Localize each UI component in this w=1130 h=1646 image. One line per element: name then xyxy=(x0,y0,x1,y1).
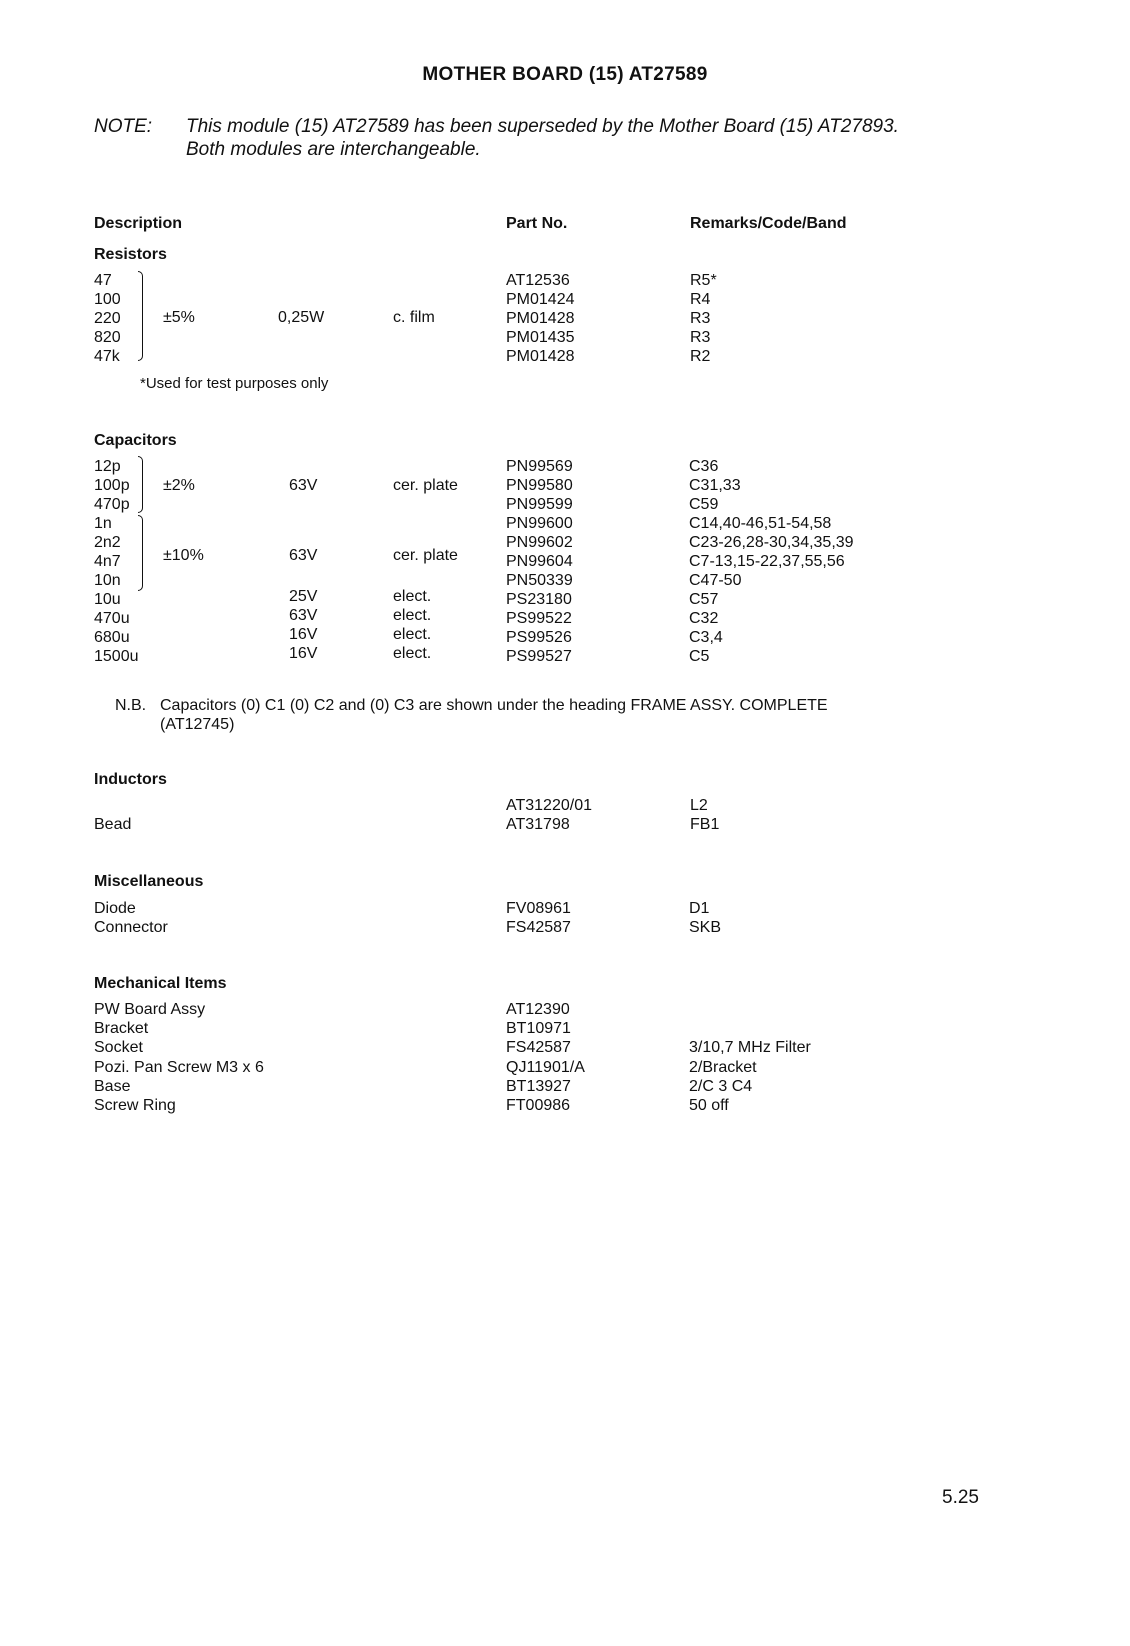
capacitor-value: 100p xyxy=(94,477,130,494)
capacitor-remark: C3,4 xyxy=(689,629,723,646)
resistor-remark: R3 xyxy=(690,310,711,327)
misc-desc: Diode xyxy=(94,900,136,917)
resistor-footnote: *Used for test purposes only xyxy=(140,375,329,392)
capacitor-value: 680u xyxy=(94,629,130,646)
misc-remark: SKB xyxy=(689,919,722,936)
capacitor-type: elect. xyxy=(393,645,432,662)
capacitor-remark: C31,33 xyxy=(689,477,741,494)
misc-remark: D1 xyxy=(689,900,710,917)
capacitor-value: 470p xyxy=(94,496,130,513)
inductor-desc: Bead xyxy=(94,816,132,833)
cap-group2-voltage: 63V xyxy=(289,547,318,564)
capacitors-heading: Capacitors xyxy=(94,432,177,449)
capacitor-part-no: PS23180 xyxy=(506,591,572,608)
misc-desc: Connector xyxy=(94,919,168,936)
resistor-remark: R2 xyxy=(690,348,711,365)
resistor-tolerance: ±5% xyxy=(163,309,195,326)
resistor-part-no: PM01428 xyxy=(506,348,575,365)
capacitor-part-no: PS99522 xyxy=(506,610,572,627)
capacitor-value: 10u xyxy=(94,591,121,608)
mechanical-desc: PW Board Assy xyxy=(94,1001,206,1018)
mechanical-part-no: AT12390 xyxy=(506,1001,570,1018)
inductor-remark: FB1 xyxy=(690,816,720,833)
capacitor-part-no: PN99604 xyxy=(506,553,573,570)
capacitor-remark: C57 xyxy=(689,591,719,608)
capacitor-value: 1n xyxy=(94,515,112,532)
cap-group1-voltage: 63V xyxy=(289,477,318,494)
mechanical-desc: Pozi. Pan Screw M3 x 6 xyxy=(94,1058,264,1076)
resistors-heading: Resistors xyxy=(94,246,167,263)
nb-line-2: (AT12745) xyxy=(160,716,235,733)
capacitor-brace-1 xyxy=(138,456,143,513)
mechanical-heading: Mechanical Items xyxy=(94,975,227,992)
capacitor-value: 12p xyxy=(94,458,121,475)
capacitor-part-no: PN99580 xyxy=(506,477,573,494)
capacitor-remark: C59 xyxy=(689,496,719,513)
cap-group2-tolerance: ±10% xyxy=(163,547,204,564)
capacitor-part-no: PS99527 xyxy=(506,648,572,665)
mechanical-desc: Screw Ring xyxy=(94,1097,176,1114)
resistor-power: 0,25W xyxy=(278,309,325,326)
capacitor-voltage: 25V xyxy=(289,588,318,605)
inductor-part-no: AT31798 xyxy=(506,816,570,833)
capacitor-part-no: PS99526 xyxy=(506,629,572,646)
cap-group2-type: cer. plate xyxy=(393,547,458,564)
capacitor-value: 2n2 xyxy=(94,534,121,551)
mechanical-remark: 2/Bracket xyxy=(689,1058,757,1076)
cap-group1-tolerance: ±2% xyxy=(163,477,195,494)
resistor-value: 220 xyxy=(94,310,121,327)
capacitor-value: 1500u xyxy=(94,648,139,665)
mechanical-desc: Socket xyxy=(94,1039,143,1057)
capacitor-value: 470u xyxy=(94,610,130,627)
resistor-value: 47k xyxy=(94,348,120,365)
capacitor-voltage: 63V xyxy=(289,607,318,624)
capacitor-voltage: 16V xyxy=(289,645,318,662)
capacitor-part-no: PN50339 xyxy=(506,572,573,589)
header-description: Description xyxy=(94,215,183,232)
capacitor-type: elect. xyxy=(393,607,432,624)
capacitor-value: 10n xyxy=(94,572,121,589)
misc-heading: Miscellaneous xyxy=(94,873,204,890)
nb-label: N.B. xyxy=(115,697,147,714)
resistor-value: 820 xyxy=(94,329,121,346)
resistor-value: 100 xyxy=(94,291,121,308)
capacitor-voltage: 16V xyxy=(289,626,318,643)
resistor-brace xyxy=(138,271,143,361)
capacitor-remark: C14,40-46,51-54,58 xyxy=(689,515,832,532)
resistor-remark: R5* xyxy=(690,272,717,289)
mechanical-remark: 50 off xyxy=(689,1097,729,1114)
misc-part-no: FV08961 xyxy=(506,900,571,917)
capacitor-remark: C7-13,15-22,37,55,56 xyxy=(689,553,845,570)
mechanical-part-no: FT00986 xyxy=(506,1097,571,1114)
resistor-value: 47 xyxy=(94,272,112,289)
note-line-2: Both modules are interchangeable. xyxy=(186,139,481,160)
page-number: 5.25 xyxy=(942,1487,979,1508)
capacitor-value: 4n7 xyxy=(94,553,121,570)
capacitor-part-no: PN99599 xyxy=(506,496,573,513)
mechanical-part-no: BT13927 xyxy=(506,1077,571,1095)
inductor-part-no: AT31220/01 xyxy=(506,797,592,814)
capacitor-remark: C47-50 xyxy=(689,572,742,589)
capacitor-type: elect. xyxy=(393,626,432,643)
page-title: MOTHER BOARD (15) AT27589 xyxy=(422,64,708,85)
nb-line-1: Capacitors (0) C1 (0) C2 and (0) C3 are shown under the heading FRAME ASSY. COMPLETE xyxy=(160,697,828,714)
resistor-part-no: PM01428 xyxy=(506,310,575,327)
mechanical-remark: 2/C 3 C4 xyxy=(689,1077,753,1095)
resistor-part-no: PM01435 xyxy=(506,329,575,346)
misc-part-no: FS42587 xyxy=(506,919,571,936)
note-label: NOTE: xyxy=(94,116,153,137)
resistor-remark: R4 xyxy=(690,291,711,308)
cap-group1-type: cer. plate xyxy=(393,477,458,494)
mechanical-part-no: BT10971 xyxy=(506,1020,571,1038)
note-line-1: This module (15) AT27589 has been superseded by the Mother Board (15) AT27893. xyxy=(186,116,899,137)
capacitor-part-no: PN99602 xyxy=(506,534,573,551)
capacitor-remark: C32 xyxy=(689,610,719,627)
header-remarks: Remarks/Code/Band xyxy=(690,215,847,232)
mechanical-remark: 3/10,7 MHz Filter xyxy=(689,1039,811,1057)
mechanical-part-no: FS42587 xyxy=(506,1039,571,1057)
capacitor-type: elect. xyxy=(393,588,432,605)
mechanical-part-no: QJ11901/A xyxy=(506,1058,585,1076)
capacitor-remark: C36 xyxy=(689,458,719,475)
resistor-type: c. film xyxy=(393,309,435,326)
inductor-remark: L2 xyxy=(690,797,708,814)
resistor-remark: R3 xyxy=(690,329,711,346)
mechanical-desc: Base xyxy=(94,1077,131,1095)
inductors-heading: Inductors xyxy=(94,771,167,788)
capacitor-remark: C5 xyxy=(689,648,710,665)
resistor-part-no: PM01424 xyxy=(506,291,575,308)
header-part-no: Part No. xyxy=(506,215,568,232)
capacitor-remark: C23-26,28-30,34,35,39 xyxy=(689,534,854,551)
capacitor-brace-2 xyxy=(138,515,143,591)
resistor-part-no: AT12536 xyxy=(506,272,570,289)
capacitor-part-no: PN99569 xyxy=(506,458,573,475)
mechanical-desc: Bracket xyxy=(94,1020,149,1038)
capacitor-part-no: PN99600 xyxy=(506,515,573,532)
